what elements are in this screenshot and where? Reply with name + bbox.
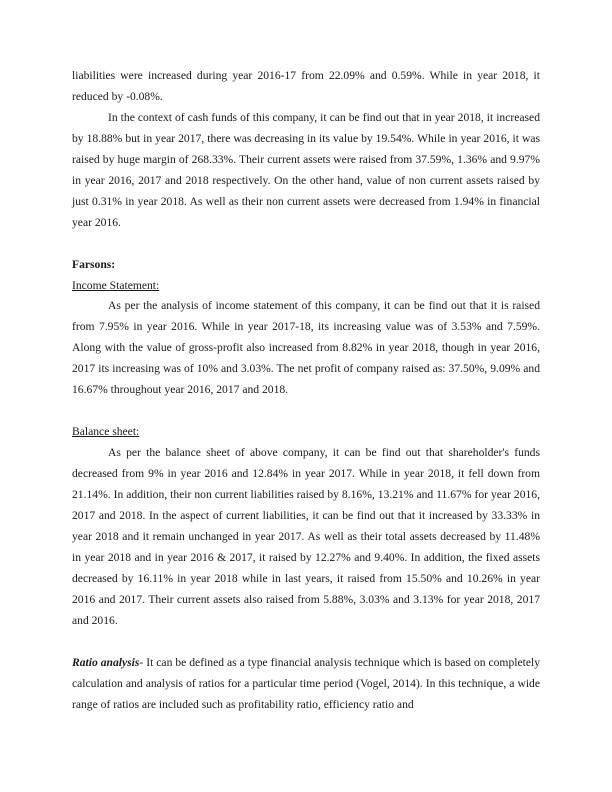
subheading-income-statement: Income Statement: — [72, 278, 160, 292]
spacer — [72, 401, 540, 422]
paragraph-balance-sheet: As per the balance sheet of above company, it can be find out that shareholder's funds decreased from 9% in year 2016 and 12.84% in year 2017. While in year 2018, it fell down from 21.14%. In addition, their non current liabilities raised by 8.16%, 13.21% and 11.67% for year 2016, 2017 and 2018. In the aspect of current liabilities, it can be find out that it increased by 33.33% in year 2018 and it remain unchanged in year 2017. As well as their total assets decreased by 11.48% in year 2018 and in year 2016 & 2017, it raised by 12.27% and 9.40%. In addition, the fixed assets decreased by 16.11% in year 2018 while in last years, it raised from 15.50% and 10.26% in year 2016 and 2017. Their current assets also raised from 5.88%, 3.03% and 3.13% for year 2018, 2017 and 2016. — [72, 446, 540, 627]
paragraph-liabilities-continued: liabilities were increased during year 2016-17 from 22.09% and 0.59%. While in year 2018, it reduced by -0.08%. — [72, 69, 540, 103]
paragraph-income-statement: As per the analysis of income statement of this company, it can be find out that it is raised from 7.95% in year 2016. While in year 2017-18, its increasing value was of 3.53% and 7.59%. Along with the value of gross-profit also increased from 8.82% in year 2018, though in year 2016, 2017 its increasing was of 10% and 3.03%. The net profit of company raised as: 37.50%, 9.09% and 16.67% throughout year 2016, 2017 and 2018. — [72, 299, 540, 397]
section-heading-farsons: Farsons: — [72, 257, 116, 271]
ratio-analysis-text: - It can be defined as a type financial analysis technique which is based on completely calculation and analysis of ratios for a particular time period (Vogel, 2014). In this technique, a wide range of ratios are included such as profitability ratio, efficiency ratio and — [72, 655, 540, 711]
spacer — [72, 632, 540, 653]
paragraph-cash-funds: In the context of cash funds of this company, it can be find out that in year 2018, it increased by 18.88% but in year 2017, there was decreasing in its value by 19.54%. While in year 2016, it was raised by huge margin of 268.33%. Their current assets were raised from 37.59%, 1.36% and 9.97% in year 2016, 2017 and 2018 respectively. On the other hand, value of non current assets raised by just 0.31% in year 2018. As well as their non current assets were decreased from 1.94% in financial year 2016. — [72, 110, 540, 229]
subheading-balance-sheet: Balance sheet: — [72, 425, 140, 439]
spacer — [72, 234, 540, 255]
document-page — [72, 66, 540, 716]
paragraph-ratio-analysis — [72, 653, 540, 716]
ratio-analysis-term: Ratio analysis — [72, 655, 140, 669]
